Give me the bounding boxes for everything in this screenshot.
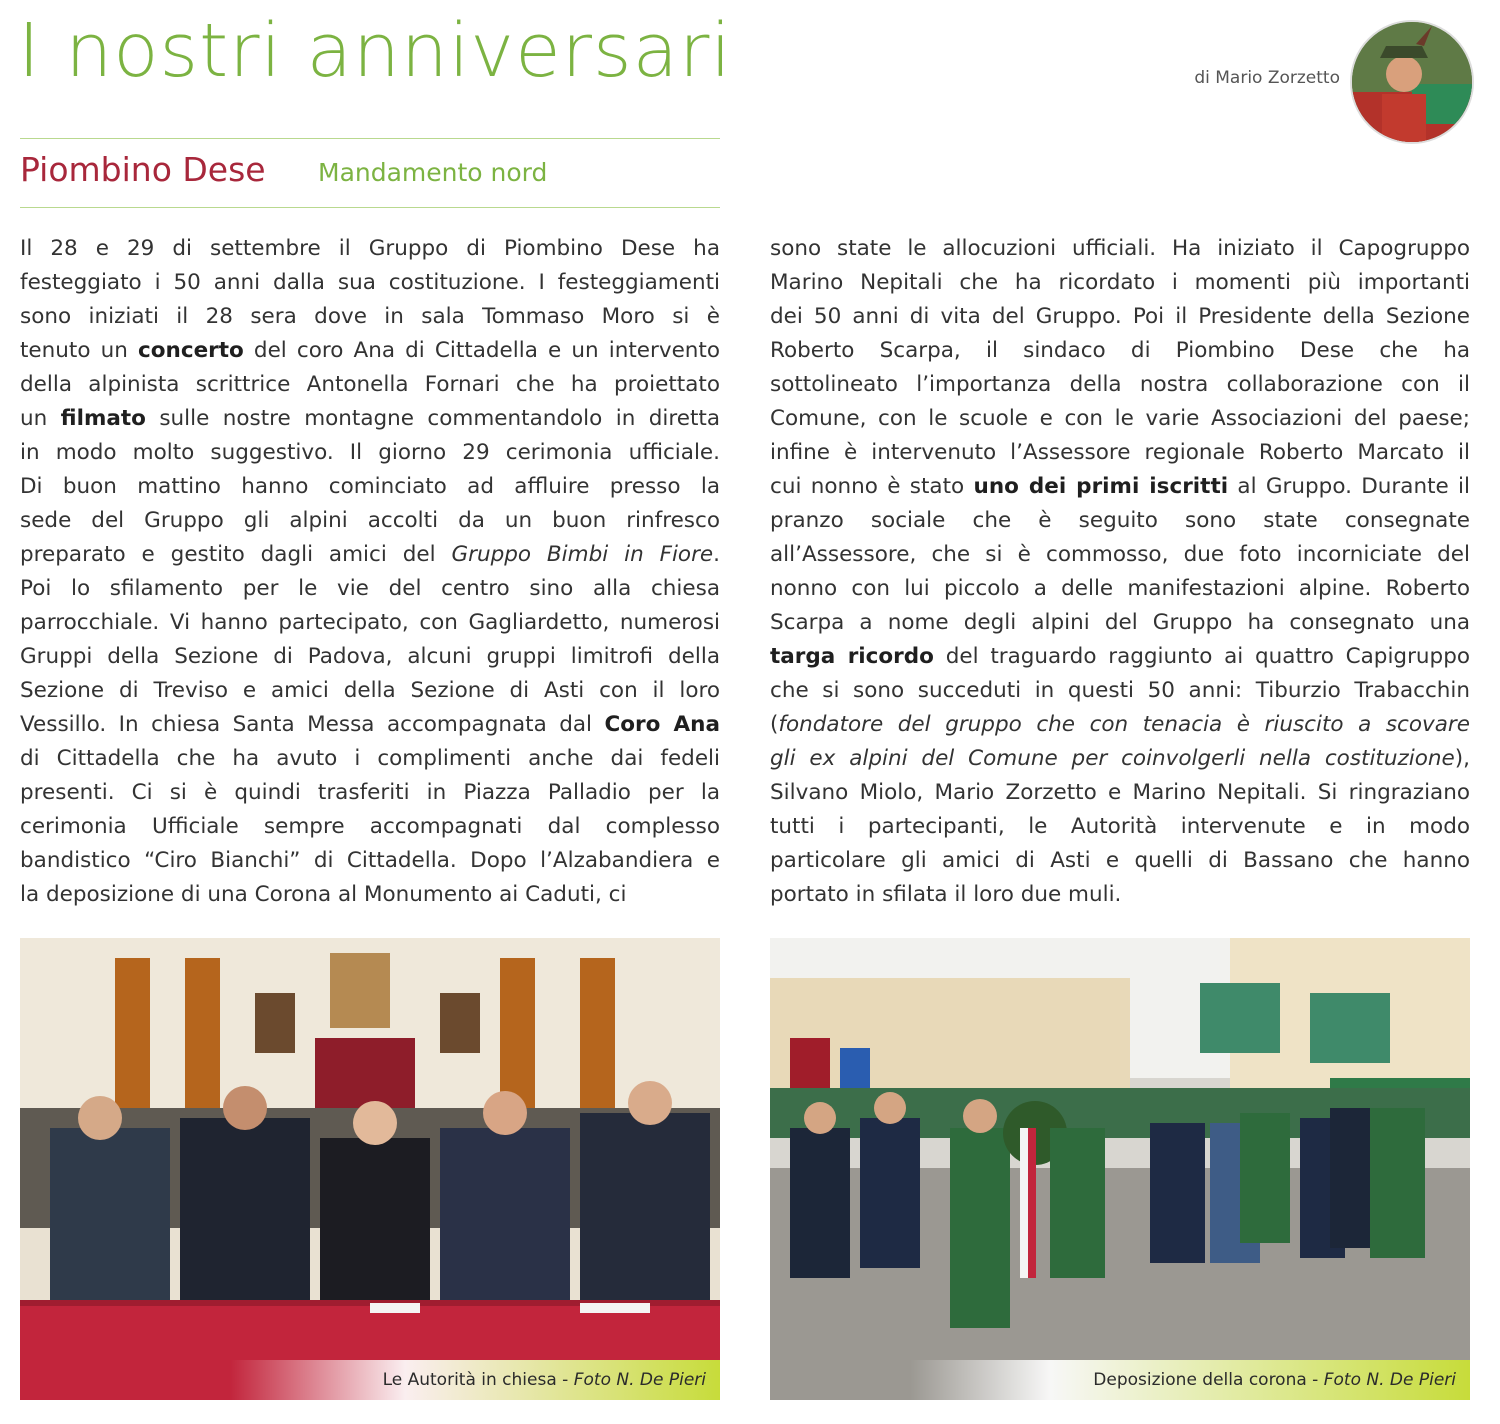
founder-note-italic-1: fondatore del gruppo che con tenacia è riuscito a scovare <box>778 712 1470 737</box>
article-column-left: Il 28 e 29 di settembre il Gruppo di Piombino Dese ha festeggiato i 50 anni dalla sua costituzione. I festeggiamenti sono iniziati il 28 sera dove in sala Tommaso Moro si è tenuto un concerto del coro Ana di Cittadella e un intervento della alpinista scrittrice Antonella Fornari che ha proiettato un filmato sulle nostre montagne commentandolo in diretta in modo molto suggestivo. Il giorno 29 cerimonia ufficiale. Di buon mattino hanno cominciato ad affluire presso la sede del Gruppo gli alpini accolti da un buon rinfresco preparato e gestito dagli amici del Gruppo Bimbi in Fiore. Poi lo sfilamento per le vie del centro sino alla chiesa parrocchiale. Vi hanno partecipato, con Gagliardetto, numerosi Gruppi della Sezione di Padova, alcuni gruppi limitrofi della Sezione di Treviso e amici della Sezione di Asti con il loro Vessillo. In chiesa Santa Messa accompagnata dal Coro Ana di Cittadella che ha avuto i complimenti anche dai fedeli presenti. Ci si è quindi trasferiti in Piazza Palladio per la cerimonia Ufficiale sempre accompagnati dal complesso bandistico “Ciro Bianchi” di Cittadella. Dopo l’Alzabandiera e la deposizione di una Corona al Monumento ai Caduti, ci <box>20 236 721 907</box>
photo-caption-1: Le Autorità in chiesa - Foto N. De Pieri <box>20 1360 720 1400</box>
photo-credit-1: Foto N. De Pieri <box>573 1370 706 1390</box>
author-avatar <box>1350 20 1474 144</box>
highlight-targa-ricordo: targa ricordo <box>770 644 934 669</box>
highlight-filmato: filmato <box>60 406 146 431</box>
header-rule-top <box>20 138 720 139</box>
photo-caption-2: Deposizione della corona - Foto N. De Pieri <box>770 1360 1470 1400</box>
church-scene-image <box>20 938 720 1400</box>
photo-deposizione-corona <box>770 938 1470 1400</box>
author-portrait-image <box>1352 22 1472 142</box>
piazza-scene-image <box>770 938 1470 1400</box>
section-title: Piombino Dese <box>20 150 266 189</box>
author-byline: di Mario Zorzetto <box>1194 68 1340 88</box>
page-title: I nostri anniversari <box>18 8 732 94</box>
highlight-concerto: concerto <box>138 338 244 363</box>
header-rule-bottom <box>20 207 720 208</box>
founder-note-italic-2: gli ex alpini del Comune per coinvolgerli nella costituzione <box>770 746 1455 771</box>
highlight-coro-ana: Coro Ana <box>604 712 720 737</box>
photo-credit-2: Foto N. De Pieri <box>1323 1370 1456 1390</box>
group-name-italic: Gruppo Bimbi in Fiore <box>451 542 714 567</box>
photo-autorita-in-chiesa <box>20 938 720 1400</box>
section-subtitle: Mandamento nord <box>318 158 548 187</box>
article-column-right: sono state le allocuzioni ufficiali. Ha iniziato il Capogruppo Marino Nepitali che ha ricordato i momenti più importanti dei 50 anni di vita del Gruppo. Poi il Presidente della Sezione Roberto Scarpa, il sindaco di Piombino Dese che ha sottolineato l’importanza della nostra collaborazione con il Comune, con le scuole e con le varie Associazioni del paese; infine è intervenuto l’Assessore regionale Roberto Marcato il cui nonno è stato uno dei primi iscritti al Gruppo. Durante il pranzo sociale che è seguito sono state consegnate all’Assessore, che si è commosso, due foto incorniciate del nonno con lui piccolo a delle manifestazioni alpine. Roberto Scarpa a nome degli alpini del Gruppo ha consegnato una targa ricordo del traguardo raggiunto ai quattro Capigruppo che si sono succeduti in questi 50 anni: Tiburzio Trabacchin (fondatore del gruppo che con tenacia è riuscito a scovare gli ex alpini del Comune per coinvolgerli nella costituzione), Silvano Miolo, Mario Zorzetto e Marino Nepitali. Si ringraziano tutti i partecipanti, le Autorità intervenute e in modo particolare gli amici di Asti e quelli di Bassano che hanno portato in sfilata il loro due muli. <box>770 236 1470 907</box>
highlight-primi-iscritti: uno dei primi iscritti <box>973 474 1229 499</box>
